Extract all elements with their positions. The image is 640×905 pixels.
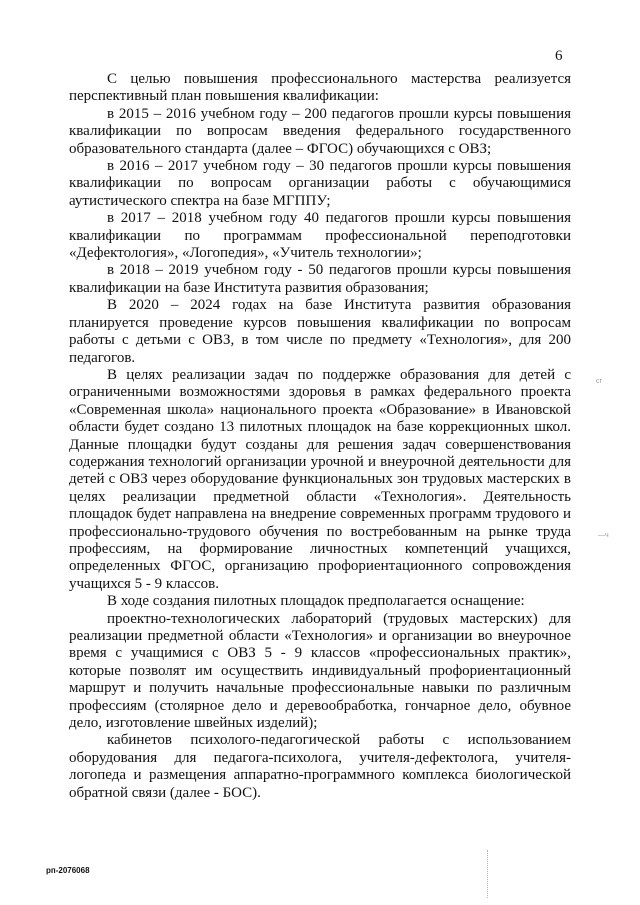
paragraph-pilot-sites: В целях реализации задач по поддержке образования для детей с ограниченными возможностями здоровья в рамках федерального проекта «Современная школа» национального проекта «Образование» в Ивановской области будет создано 13 пилотных площадок на базе коррекционных школ. Данные площадки будут созданы для решения задач совершенствования содержания технологий организации урочной и внеурочной деятельности для детей с ОВЗ через оборудование функциональных зон трудовых мастерских в целях реализации предметной области «Технология». Деятельность площадок будет направлена на внедрение современных программ трудового и профессионально-трудового обучения по востребованным на рынке труда профессиям, на формирование личностных компетенций учащихся, определенных ФГОС, организацию профориентационного сопровождения учащихся 5 - 9 классов. xyxy=(69,366,571,592)
paragraph-cabinets: кабинетов психолого-педагогической работы с использованием оборудования для педагога-психолога, учителя-дефектолога, учителя-логопеда и размещения аппаратно-программного комплекса биологической обратной связи (далее - БОС). xyxy=(69,732,571,801)
document-code: рп-2076068 xyxy=(46,866,90,875)
margin-mark-lower: —ч xyxy=(598,532,609,539)
margin-rule xyxy=(487,850,488,898)
paragraph-2017-2018: в 2017 – 2018 учебном году 40 педагогов прошли курсы повышения квалификации по программам профессиональной переподготовки «Дефектология», «Логопедия», «Учитель технологии»; xyxy=(69,210,571,262)
document-body xyxy=(69,71,571,802)
paragraph-2015-2016: в 2015 – 2016 учебном году – 200 педагогов прошли курсы повышения квалификации по вопросам введения федерального государственного образовательного стандарта (далее – ФГОС) обучающихся с ОВЗ; xyxy=(69,105,571,157)
page-number: 6 xyxy=(555,48,563,64)
margin-mark-upper: сг xyxy=(596,378,603,385)
paragraph-2016-2017: в 2016 – 2017 учебном году – 30 педагогов прошли курсы повышения квалификации по вопросам организации работы с обучающимися аутистического спектра на базе МГППУ; xyxy=(69,158,571,209)
paragraph-2020-2024: В 2020 – 2024 годах на базе Института развития образования планируется проведение курсов повышения квалификации по вопросам работы с детьми с ОВЗ, в том числе по предмету «Технология», для 200 педагогов. xyxy=(69,297,571,366)
paragraph-equipment-intro: В ходе создания пилотных площадок предполагается оснащение: xyxy=(107,593,525,610)
paragraph-2018-2019: в 2018 – 2019 учебном году - 50 педагогов прошли курсы повышения квалификации на базе Института развития образования; xyxy=(69,262,571,296)
paragraph-intro: С целью повышения профессионального мастерства реализуется перспективный план повышения квалификации: xyxy=(69,71,571,105)
paragraph-labs: проектно-технологических лабораторий (трудовых мастерских) для реализации предметной области «Технология» и организации во внеурочное время с учащимися с ОВЗ 5 - 9 классов «профессиональных практик», которые позволят им осуществить индивидуальный профориентационный маршрут и получить начальные профессиональные навыки по различным профессиям (столярное дело и деревообработка, гончарное дело, обувное дело, изготовление швейных изделий); xyxy=(69,610,571,732)
